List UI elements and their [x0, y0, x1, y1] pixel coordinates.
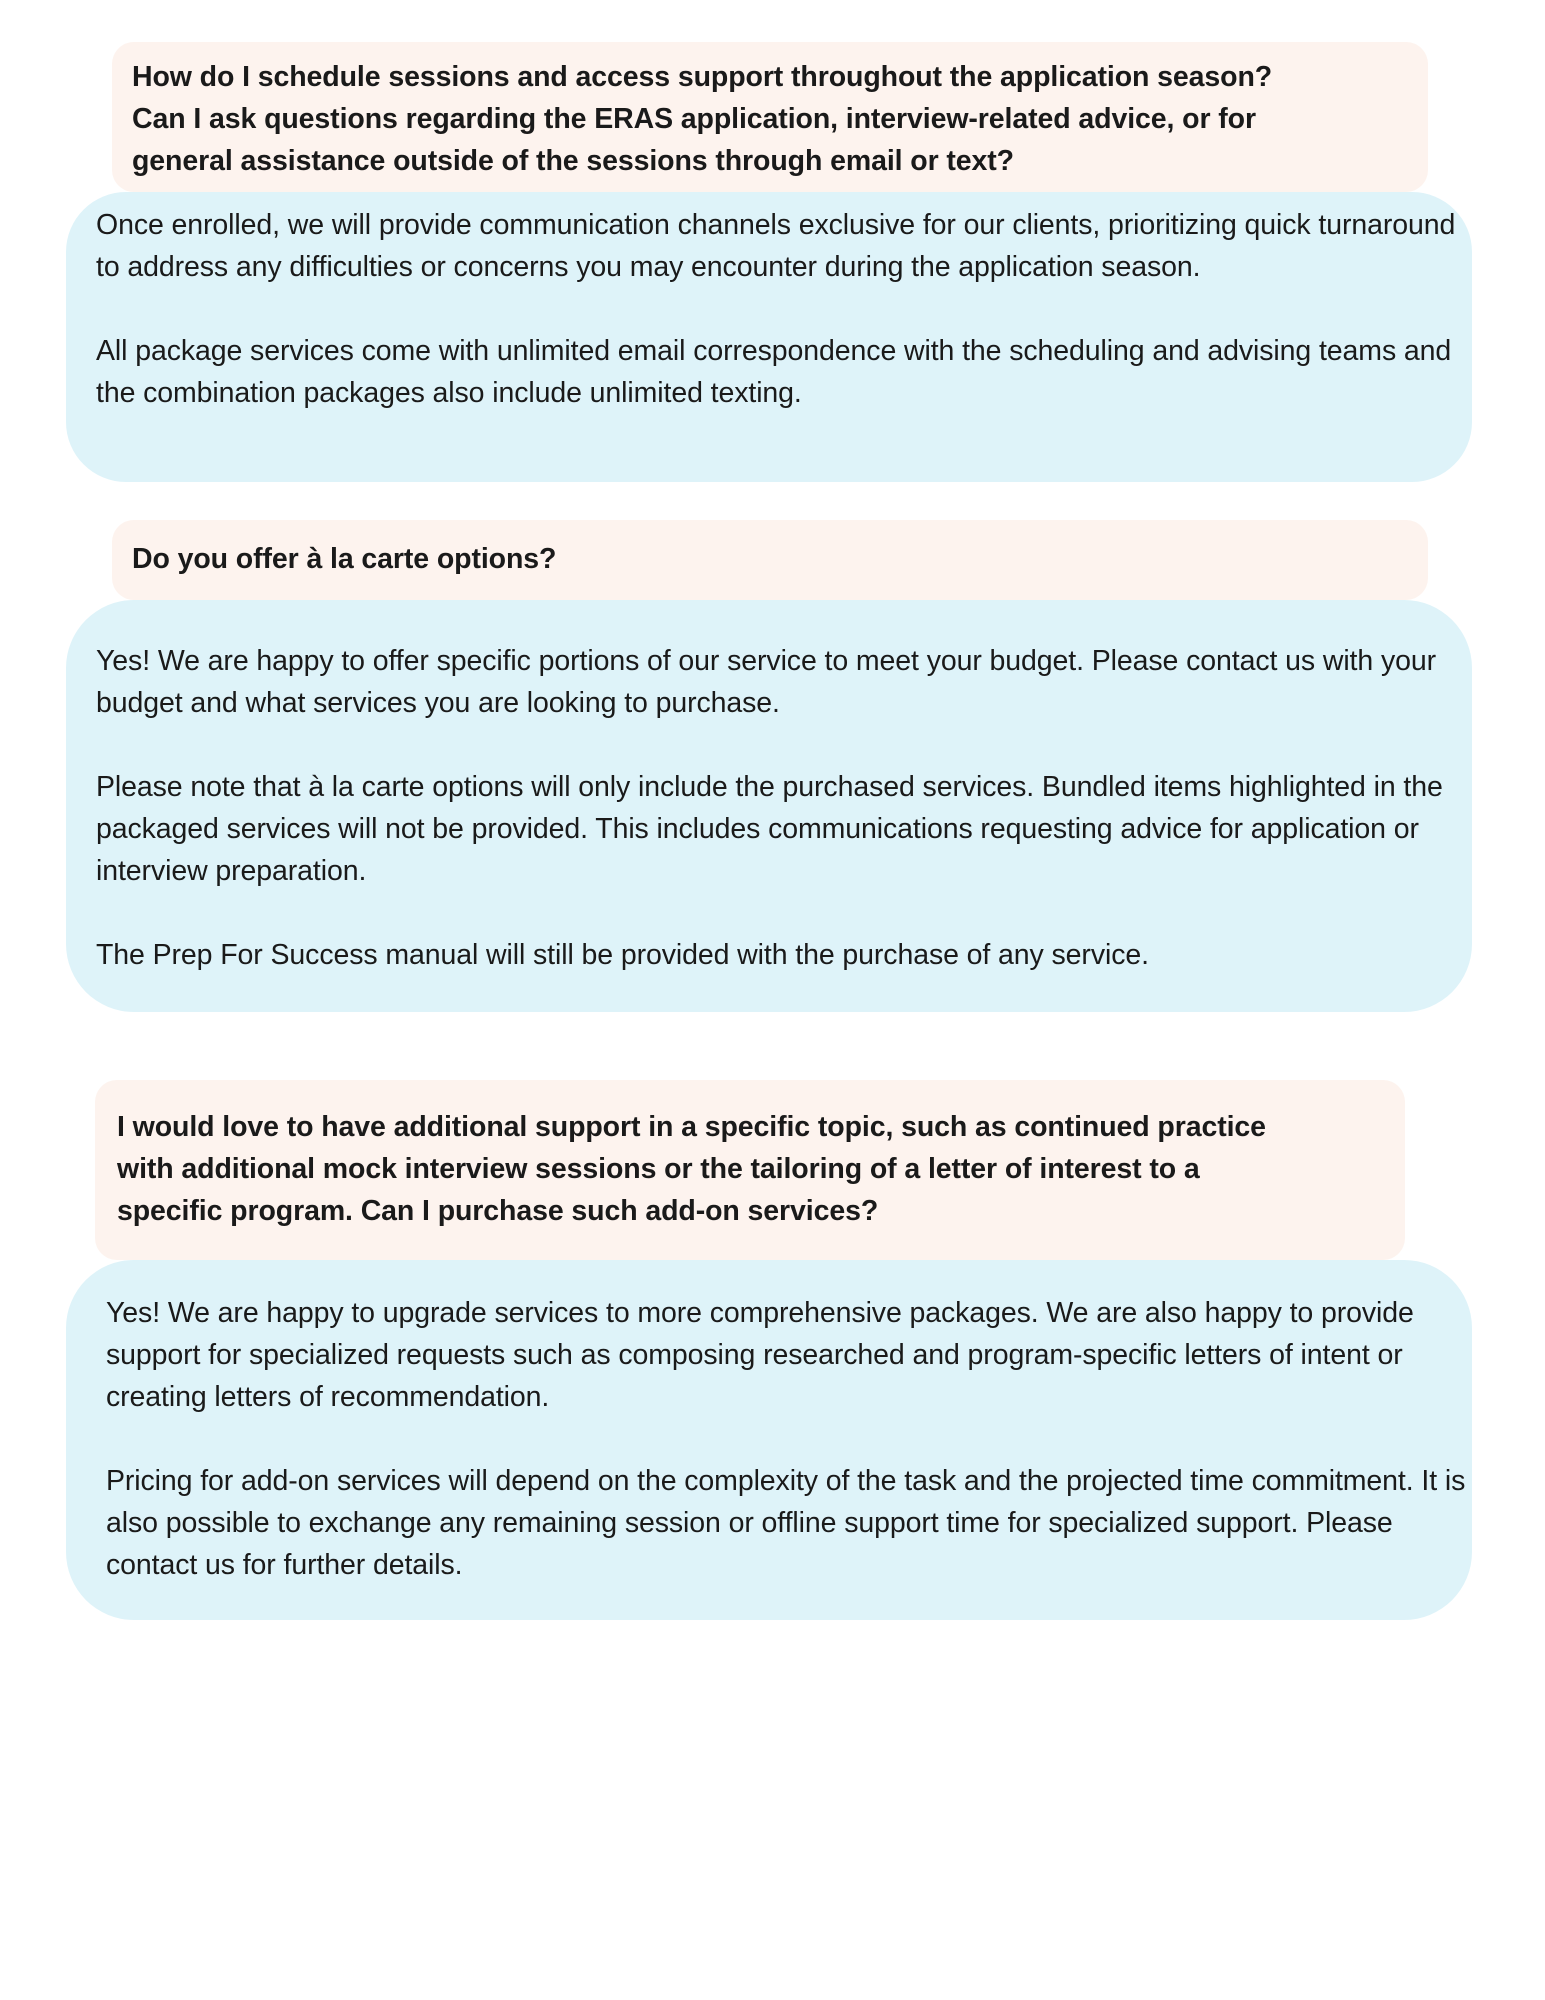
faq-question-3-line-3: specific program. Can I purchase such add-on services? [117, 1195, 879, 1227]
faq-answer-2-paragraph-1: Yes! We are happy to offer specific portions of our service to meet your budget. Please contact us with your budget and what services you are looking to purchase. [96, 645, 1436, 719]
faq-question-1-line-2: Can I ask questions regarding the ERAS application, interview-related advice, or for [132, 103, 1256, 135]
faq-answer-3-paragraph-1: Yes! We are happy to upgrade services to more comprehensive packages. We are also happy to provide support for specialized requests such as composing researched and program-specific letters of intent or creating letters of recommendation. [106, 1297, 1414, 1413]
faq-question-1-line-3: general assistance outside of the sessions through email or text? [132, 145, 1014, 177]
faq-answer-1 [66, 192, 1472, 482]
faq-question-1-line-1: How do I schedule sessions and access support throughout the application season? [132, 61, 1273, 93]
faq-question-3-line-2: with additional mock interview sessions or the tailoring of a letter of interest to a [117, 1153, 1200, 1185]
faq-answer-1-paragraph-2: All package services come with unlimited email correspondence with the scheduling and advising teams and the combination packages also include unlimited texting. [96, 335, 1452, 409]
faq-question-2-line-1: Do you offer à la carte options? [132, 543, 557, 575]
faq-answer-2-paragraph-3: The Prep For Success manual will still be provided with the purchase of any service. [96, 939, 1149, 971]
faq-answer-2-paragraph-2: Please note that à la carte options will only include the purchased services. Bundled items highlighted in the packaged services will not be provided. This includes communications requesting advice for application or interview preparation. [96, 771, 1443, 887]
faq-answer-1-paragraph-1: Once enrolled, we will provide communication channels exclusive for our clients, prioritizing quick turnaround to address any difficulties or concerns you may encounter during the application season. [96, 209, 1456, 283]
faq-answer-3-paragraph-2: Pricing for add-on services will depend on the complexity of the task and the projected time commitment. It is also possible to exchange any remaining session or offline support time for specialized support. Please contact us for further details. [106, 1465, 1466, 1581]
faq-answer-3 [66, 1260, 1472, 1620]
faq-answer-2 [66, 600, 1472, 1012]
faq-question-3-line-1: I would love to have additional support in a specific topic, such as continued practice [117, 1111, 1266, 1143]
faq-question-3 [95, 1080, 1405, 1260]
faq-question-1 [112, 42, 1428, 192]
faq-question-2 [112, 520, 1428, 600]
